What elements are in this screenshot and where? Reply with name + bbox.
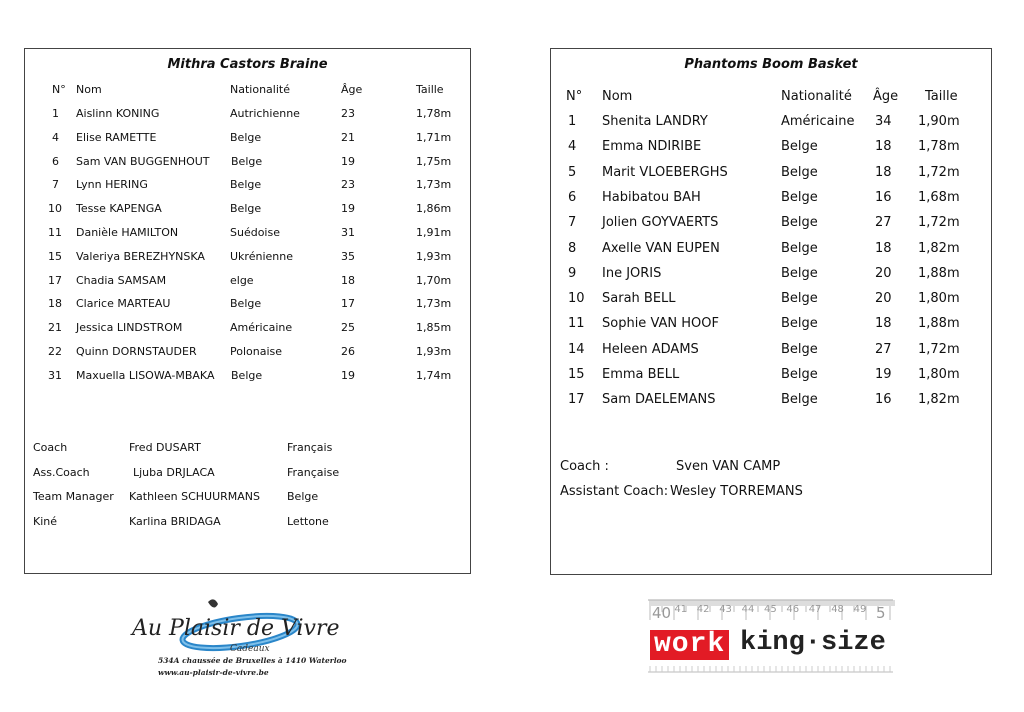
- working-size-logo: [648, 598, 898, 680]
- staff-name: Sven VAN CAMP: [676, 459, 781, 474]
- player-age: 23: [341, 107, 355, 120]
- player-name: Maxuella LISOWA-MBAKA: [76, 368, 215, 382]
- player-number: 6: [52, 154, 59, 168]
- player-nationality: Belge: [230, 130, 262, 144]
- player-height: 1,91m: [416, 226, 452, 239]
- player-nationality: Ukrénienne: [230, 249, 293, 263]
- ruler-number: 49: [853, 604, 867, 615]
- player-age: 18: [875, 316, 892, 332]
- player-name: Jolien GOYVAERTS: [602, 215, 719, 231]
- player-age: 19: [341, 368, 355, 382]
- player-height: 1,85m: [416, 321, 452, 335]
- player-name: Elise RAMETTE: [76, 130, 157, 144]
- player-number: 10: [48, 202, 62, 216]
- player-nationality: Belge: [230, 178, 262, 192]
- player-name: Shenita LANDRY: [602, 114, 708, 129]
- player-name: Habibatou BAH: [602, 189, 701, 205]
- staff-role: Kiné: [33, 514, 58, 528]
- player-name: Lynn HERING: [76, 178, 148, 192]
- player-age: 18: [341, 273, 355, 287]
- left-team-title: Mithra Castors Braine: [167, 57, 328, 72]
- player-height: 1,78m: [416, 107, 452, 120]
- player-height: 1,70m: [416, 273, 452, 287]
- player-number: 17: [48, 273, 62, 287]
- brand-right-text: king·size: [740, 628, 886, 658]
- player-age: 20: [875, 291, 892, 307]
- player-height: 1,74m: [416, 368, 452, 382]
- player-name: Emma NDIRIBE: [602, 139, 702, 155]
- player-age: 20: [875, 265, 892, 281]
- player-nationality: Américaine: [230, 321, 293, 335]
- player-height: 1,72m: [918, 341, 960, 357]
- player-age: 16: [875, 189, 892, 205]
- staff-label: Coach :: [560, 459, 609, 474]
- player-height: 1,88m: [918, 265, 960, 281]
- player-number: 15: [48, 249, 62, 263]
- player-height: 1,93m: [416, 249, 452, 263]
- player-height: 1,71m: [416, 130, 452, 144]
- player-nationality: Belge: [781, 341, 818, 357]
- player-number: 17: [568, 392, 585, 408]
- player-height: 1,78m: [918, 139, 960, 155]
- player-number: 4: [52, 130, 59, 144]
- sponsor-left-name: Au Plaisir de Vivre: [132, 616, 340, 641]
- player-nationality: Belge: [781, 316, 818, 332]
- ruler-number: 45: [764, 604, 777, 615]
- staff-nationality: Belge: [287, 490, 319, 503]
- player-height: 1,90m: [918, 114, 960, 129]
- player-age: 35: [341, 249, 355, 263]
- player-age: 27: [875, 215, 892, 231]
- player-name: Jessica LINDSTROM: [76, 321, 183, 335]
- player-name: Sam VAN BUGGENHOUT: [76, 154, 210, 168]
- player-number: 8: [568, 240, 577, 256]
- staff-nationality: Lettone: [287, 514, 329, 528]
- player-name: Valeriya BEREZHYNSKA: [76, 249, 205, 263]
- player-nationality: Suédoise: [230, 226, 280, 239]
- left-team-panel: [24, 48, 471, 574]
- left-header-name: Nom: [76, 83, 102, 96]
- player-number: 7: [568, 215, 577, 231]
- player-age: 18: [875, 164, 892, 180]
- player-height: 1,82m: [918, 240, 960, 256]
- staff-name: Kathleen SCHUURMANS: [129, 490, 261, 503]
- player-nationality: Belge: [230, 202, 262, 216]
- player-height: 1,73m: [416, 178, 452, 192]
- player-nationality: Belge: [781, 189, 818, 205]
- right-header-height: Taille: [925, 89, 958, 104]
- player-name: Sam DAELEMANS: [602, 392, 716, 408]
- player-number: 11: [48, 226, 62, 239]
- player-age: 19: [341, 202, 355, 216]
- player-number: 11: [568, 316, 585, 332]
- player-name: Clarice MARTEAU: [76, 297, 171, 311]
- right-team-panel: [550, 48, 992, 575]
- player-age: 23: [341, 178, 355, 192]
- player-height: 1,80m: [918, 291, 960, 307]
- sponsor-left-website: www.au-plaisir-de-vivre.be: [158, 668, 269, 677]
- player-height: 1,82m: [918, 392, 960, 408]
- player-number: 18: [48, 297, 62, 311]
- left-header-height: Taille: [416, 83, 444, 96]
- player-height: 1,80m: [918, 367, 960, 382]
- player-nationality: Belge: [781, 139, 818, 155]
- player-height: 1,72m: [918, 164, 960, 180]
- brand-left-box: [650, 630, 729, 660]
- player-number: 1: [52, 107, 59, 120]
- staff-name: Fred DUSART: [129, 441, 201, 454]
- player-name: Marit VLOEBERGHS: [602, 164, 728, 180]
- player-nationality: Belge: [231, 368, 263, 382]
- player-age: 19: [341, 154, 355, 168]
- player-nationality: Autrichienne: [230, 107, 300, 120]
- player-name: Axelle VAN EUPEN: [602, 240, 720, 256]
- player-number: 1: [568, 114, 577, 129]
- player-height: 1,88m: [918, 316, 960, 332]
- sponsor-left-tagline: Cadeaux: [230, 644, 270, 654]
- player-age: 16: [875, 392, 892, 408]
- staff-role: Ass.Coach: [33, 465, 90, 479]
- staff-name: Ljuba DRJLACA: [133, 465, 215, 479]
- staff-nationality: Français: [287, 441, 333, 454]
- right-header-name: Nom: [602, 89, 633, 104]
- player-number: 9: [568, 265, 577, 281]
- staff-label: Assistant Coach:: [560, 484, 669, 499]
- ruler-number: 41: [674, 604, 688, 615]
- player-nationality: Belge: [231, 154, 263, 168]
- player-age: 18: [875, 139, 892, 155]
- player-nationality: Belge: [781, 392, 818, 408]
- right-header-age: Âge: [873, 89, 899, 104]
- player-nationality: Belge: [781, 265, 818, 281]
- player-age: 17: [341, 297, 355, 311]
- right-header-no: N°: [566, 89, 583, 104]
- player-age: 18: [875, 240, 892, 256]
- player-name: Sophie VAN HOOF: [602, 316, 719, 332]
- player-age: 25: [341, 321, 355, 335]
- staff-role: Coach: [33, 441, 68, 454]
- player-nationality: Belge: [781, 291, 818, 307]
- player-number: 7: [52, 178, 59, 192]
- right-header-nationality: Nationalité: [781, 89, 852, 104]
- player-nationality: Belge: [230, 297, 262, 311]
- player-age: 34: [875, 114, 892, 129]
- player-height: 1,86m: [416, 202, 452, 216]
- player-number: 5: [568, 164, 577, 180]
- player-name: Emma BELL: [602, 367, 680, 382]
- left-header-no: N°: [52, 83, 66, 96]
- player-name: Tesse KAPENGA: [76, 202, 162, 216]
- left-header-nationality: Nationalité: [230, 83, 290, 96]
- player-nationality: Américaine: [781, 114, 855, 129]
- player-nationality: elge: [230, 273, 254, 287]
- player-name: Aislinn KONING: [76, 107, 160, 120]
- player-height: 1,68m: [918, 189, 960, 205]
- player-nationality: Belge: [781, 164, 818, 180]
- ruler-number: 44: [741, 604, 755, 615]
- ruler-number: 46: [786, 604, 800, 615]
- player-name: Danièle HAMILTON: [76, 226, 179, 239]
- staff-role: Team Manager: [33, 490, 114, 503]
- player-name: Ine JORIS: [602, 265, 662, 281]
- player-name: Quinn DORNSTAUDER: [76, 345, 197, 358]
- player-number: 6: [568, 189, 577, 205]
- brand-left-text: work: [654, 629, 726, 660]
- player-name: Chadia SAMSAM: [76, 273, 167, 287]
- ruler-number: 42: [696, 604, 710, 615]
- player-nationality: Belge: [781, 240, 818, 256]
- right-team-title: Phantoms Boom Basket: [684, 57, 858, 72]
- sponsor-left-address: 534A chaussée de Bruxelles à 1410 Waterloo: [158, 656, 347, 665]
- left-header-age: Âge: [341, 83, 363, 96]
- staff-name: Karlina BRIDAGA: [129, 514, 221, 528]
- ruler-number: 43: [719, 604, 732, 615]
- ruler-number: 47: [808, 604, 822, 615]
- player-number: 14: [568, 341, 585, 357]
- player-nationality: Belge: [781, 215, 818, 231]
- au-plaisir-de-vivre-logo: [130, 598, 370, 684]
- player-name: Sarah BELL: [602, 291, 676, 307]
- player-age: 31: [341, 226, 355, 239]
- staff-nationality: Française: [287, 465, 340, 479]
- player-number: 22: [48, 345, 62, 358]
- ruler-number: 5: [876, 604, 886, 622]
- player-nationality: Polonaise: [230, 345, 283, 358]
- player-height: 1,93m: [416, 345, 452, 358]
- player-number: 21: [48, 321, 62, 335]
- ruler-number: 40: [652, 604, 672, 622]
- player-age: 26: [341, 345, 355, 358]
- player-age: 21: [341, 130, 355, 144]
- player-height: 1,73m: [416, 297, 452, 311]
- player-height: 1,72m: [918, 215, 960, 231]
- player-number: 10: [568, 291, 585, 307]
- player-age: 19: [875, 367, 892, 382]
- staff-name: Wesley TORREMANS: [670, 484, 803, 499]
- player-height: 1,75m: [416, 154, 452, 168]
- player-number: 4: [568, 139, 577, 155]
- ruler-number: 48: [831, 604, 844, 615]
- player-nationality: Belge: [781, 367, 818, 382]
- player-number: 15: [568, 367, 585, 382]
- player-name: Heleen ADAMS: [602, 341, 699, 357]
- player-number: 31: [48, 368, 62, 382]
- player-age: 27: [875, 341, 892, 357]
